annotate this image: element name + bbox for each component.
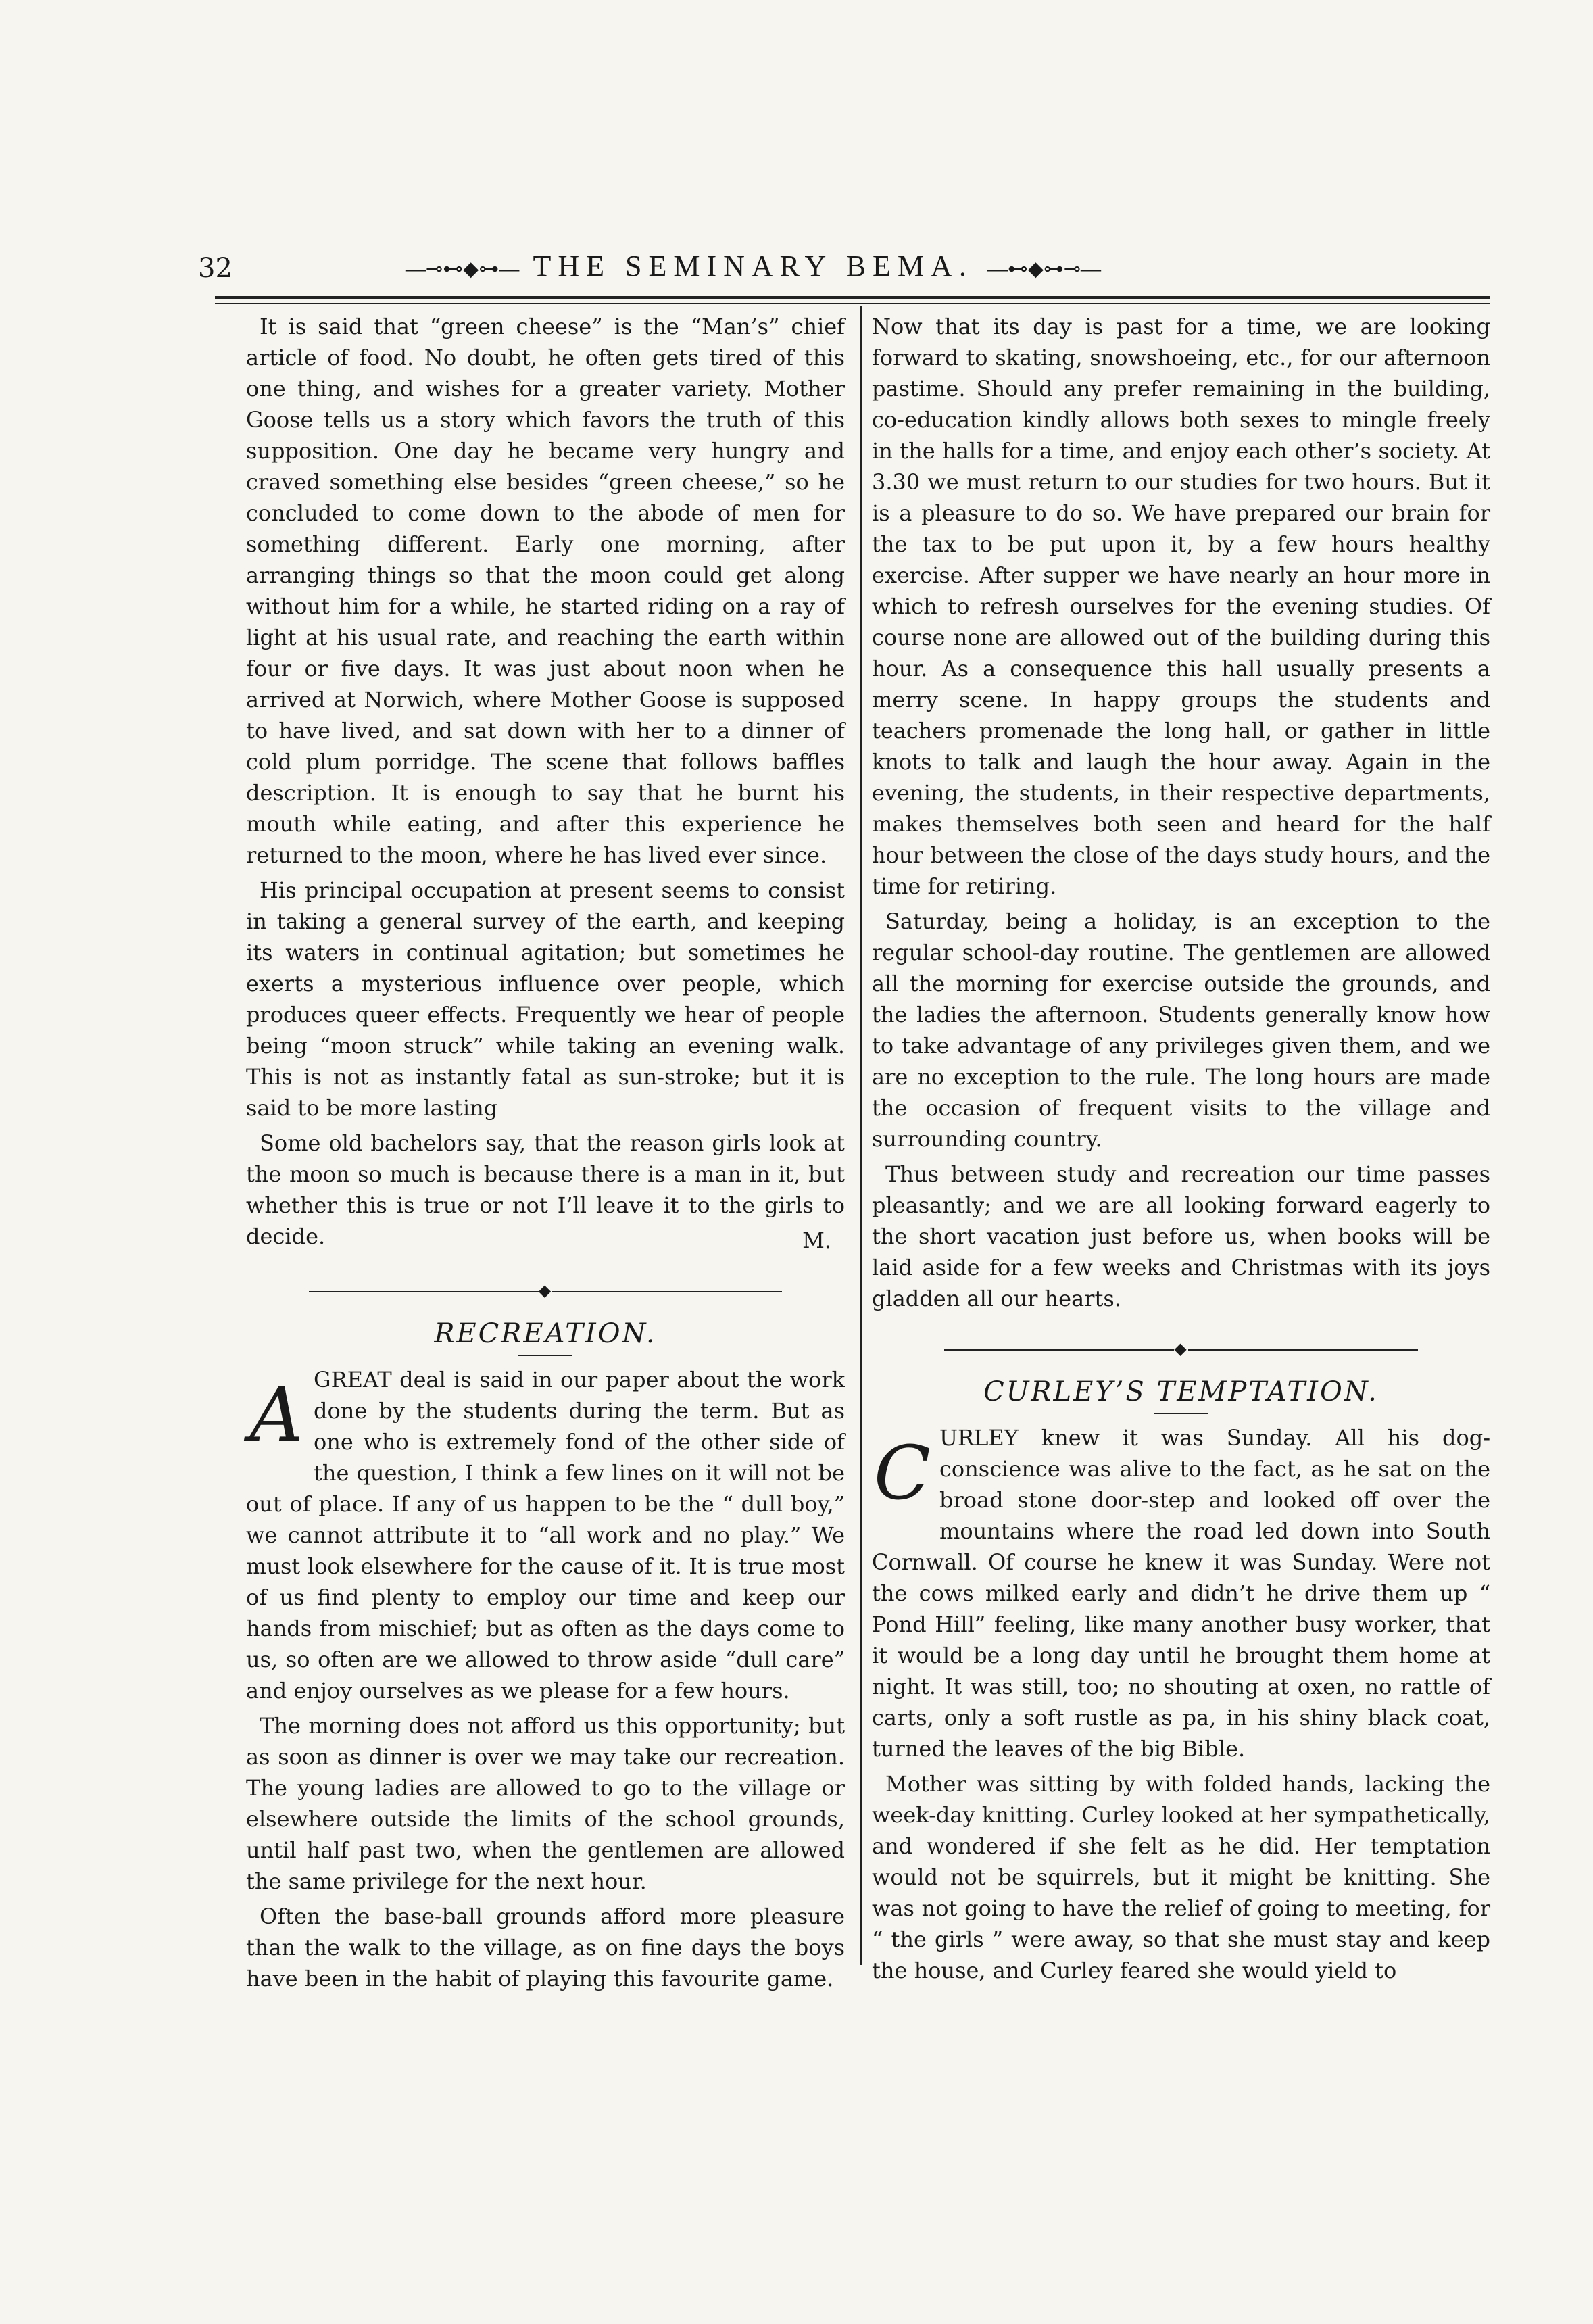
column-divider <box>860 306 862 1965</box>
header-right-ornament: —⊷◆⊶⊸— <box>987 258 1102 281</box>
recreation-title-underline <box>518 1355 572 1356</box>
header-rule-thin <box>215 303 1490 304</box>
header-rule-thick <box>215 296 1490 299</box>
curley-paragraph-1-text: URLEY knew it was Sunday. All his dog-conscience was alive to the fact, as he sat on the broad stone door-step and looked off over the mountains where the road led down into South Cornwall. Of course he knew it was Sunday. Were not the cows milked early and didn’t he drive them up “ Pond Hill” feeling, like many another busy worker, that it would be a long day until he brought them home at night. It was still, too; no shouting at oxen, no rattle of carts, only a soft rustle as pa, in his shiny black coat, turned the leaves of the big Bible. <box>872 1425 1490 1762</box>
header-left-ornament: —⊸⊷◆⊶— <box>406 258 520 281</box>
page-number: 32 <box>198 253 232 284</box>
curley-paragraph-2: Mother was sitting by with folded hands, lacking the week-day knitting. Curley looked at her sympathetically, and wondered if she felt as he did. Her temptation would not be squirrels, but it might be knitting. She was not going to have the relief of going to meeting, for “ the girls ” were away, so that she must stay and keep the house, and Curley feared she would yield to <box>872 1771 1490 1983</box>
recreation-continued-paragraph-3: Thus between study and recreation our time passes pleasantly; and we are all looking forward eagerly to the short vacation just before us, when books will be laid aside for a few weeks and Christmas with its joys gladden all our hearts. <box>872 1161 1490 1311</box>
right-column <box>872 311 1490 1990</box>
recreation-title: RECREATION. <box>434 1318 657 1349</box>
curley-paragraph-1 <box>872 1422 1490 1764</box>
section-divider: ◆ <box>872 1333 1490 1364</box>
moon-article-paragraph-1: It is said that “green cheese” is the “Man’s” chief article of food. No doubt, he often gets tired of this one thing, and wishes for a greater variety. Mother Goose tells us a story which favors the truth of this supposition. One day he became very hungry and craved something else besides “green cheese,” so he concluded to come down to the abode of men for something different. Early one morning, after arranging things so that the moon could get along without him for a while, he started riding on a ray of light at his usual rate, and reaching the earth within four or five days. It was just about noon when he arrived at Norwich, where Mother Goose is supposed to have lived, and sat down with her to a dinner of cold plum porridge. The scene that follows baffles description. It is enough to say that he burnt his mouth while eating, and after this experience he returned to the moon, where he has lived ever since. <box>246 314 845 868</box>
running-header <box>406 249 1352 283</box>
section-divider: ◆ <box>246 1275 845 1306</box>
left-column <box>246 311 845 1998</box>
recreation-drop-cap: A <box>249 1372 303 1458</box>
recreation-continued-paragraph-2: Saturday, being a holiday, is an exception to the regular school-day routine. The gentlemen are allowed all the morning for exercise outside the grounds, and the ladies the afternoon. Students generally know how to take advantage of any privileges given them, and we are no exception to the rule. The long hours are made the occasion of frequent visits to the village and surrounding country. <box>872 909 1490 1152</box>
curley-title-underline <box>1154 1413 1208 1414</box>
recreation-paragraph-1 <box>246 1364 845 1706</box>
recreation-paragraph-1-text: GREAT deal is said in our paper about the work done by the students during the term. But as one who is extremely fond of the other side of the question, I think a few lines on it will not be out of place. If any of us happen to be the “ dull boy,” we cannot attribute it to “all work and no play.” We must look elsewhere for the cause of it. It is true most of us find plenty to employ our time and keep our hands from mischief; but as often as the days come to us, so often are we allowed to throw aside “dull care” and enjoy ourselves as we please for a few hours. <box>246 1367 845 1703</box>
moon-article-paragraph-3: Some old bachelors say, that the reason girls look at the moon so much is because there is a man in it, but whether this is true or not I’ll leave it to the girls to decide. <box>246 1130 845 1249</box>
recreation-paragraph-3: Often the base-ball grounds afford more pleasure than the walk to the village, as on fine days the boys have been in the habit of playing this favourite game. <box>246 1904 845 1991</box>
recreation-continued-paragraph-1: Now that its day is past for a time, we are looking forward to skating, snowshoeing, etc., for our afternoon pastime. Should any prefer remaining in the building, co-education kindly allows both sexes to mingle freely in the halls for a time, and enjoy each other’s society. At 3.30 we must return to our studies for two hours. But it is a pleasure to do so. We have prepared our brain for the tax to be put upon it, by a few hours healthy exercise. After supper we have nearly an hour more in which to refresh ourselves for the evening studies. Of course none are allowed out of the building during this hour. As a consequence this hall usually presents a merry scene. In happy groups the students and teachers promenade the long hall, or gather in little knots to talk and laugh the hour away. Again in the evening, the students, in their respective departments, makes themselves both seen and heard for the half hour between the close of the days study hours, and the time for retiring. <box>872 314 1490 899</box>
curley-title: CURLEY’S TEMPTATION. <box>983 1376 1379 1407</box>
curley-drop-cap: C <box>873 1430 931 1516</box>
recreation-paragraph-2: The morning does not afford us this opportunity; but as soon as dinner is over we may take our recreation. The young ladies are allowed to go to the village or elsewhere outside the limits of the school grounds, until half past two, when the gentlemen are allowed the same privilege for the next hour. <box>246 1713 845 1894</box>
journal-title: THE SEMINARY BEMA. <box>533 249 973 283</box>
moon-article-paragraph-2: His principal occupation at present seems to consist in taking a general survey of the earth, and keeping its waters in continual agitation; but sometimes he exerts a mysterious influence over people, which produces queer effects. Frequently we hear of people being “moon struck” while taking an evening walk. This is not as instantly fatal as sun-stroke; but it is said to be more lasting <box>246 877 845 1121</box>
moon-article-signature: M. <box>802 1228 831 1253</box>
